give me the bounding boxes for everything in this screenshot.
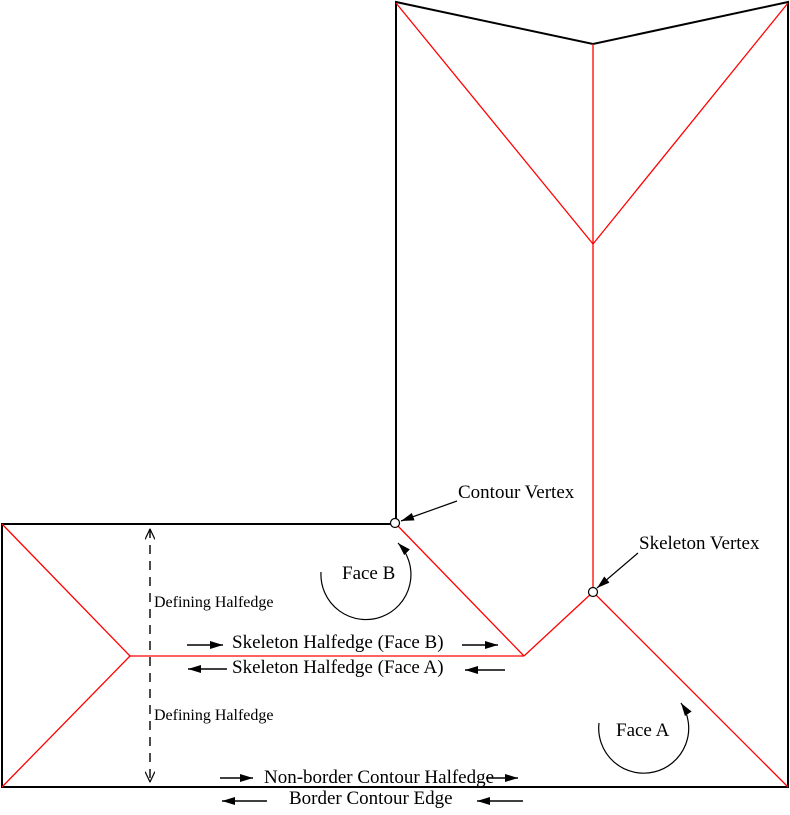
non-border-contour-halfedge-label: Non-border Contour Halfedge — [264, 767, 495, 788]
defining-halfedge-upper-label: Defining Halfedge — [154, 594, 274, 611]
face-b-label: Face B — [342, 563, 396, 584]
skeleton-vertex-marker — [589, 588, 598, 597]
skeleton-edge-top-left-diagonal — [396, 3, 593, 244]
skeleton-edge-to-bend — [524, 592, 593, 656]
skeleton-vertex-label: Skeleton Vertex — [639, 533, 760, 554]
skeleton-vertex-leader — [597, 553, 638, 588]
skeleton-edge-left-upper — [2, 524, 130, 656]
vertex-markers — [391, 519, 598, 597]
contour-vertex-marker — [391, 519, 400, 528]
border-contour-edge-label: Border Contour Edge — [289, 788, 453, 809]
face-a-label: Face A — [616, 720, 670, 741]
skeleton-edge-left-lower — [2, 656, 130, 787]
skeleton-halfedge-face-a-label: Skeleton Halfedge (Face A) — [232, 657, 444, 678]
skeleton-edge-top-right-diagonal — [593, 3, 788, 244]
leader-lines — [401, 501, 638, 588]
defining-halfedge-lower-label: Defining Halfedge — [154, 707, 274, 724]
skeleton-edge-to-bottom-right — [593, 592, 788, 787]
contour-vertex-leader — [401, 501, 457, 521]
contour-vertex-label: Contour Vertex — [458, 482, 575, 503]
skeleton-halfedge-face-b-label: Skeleton Halfedge (Face B) — [232, 632, 444, 653]
